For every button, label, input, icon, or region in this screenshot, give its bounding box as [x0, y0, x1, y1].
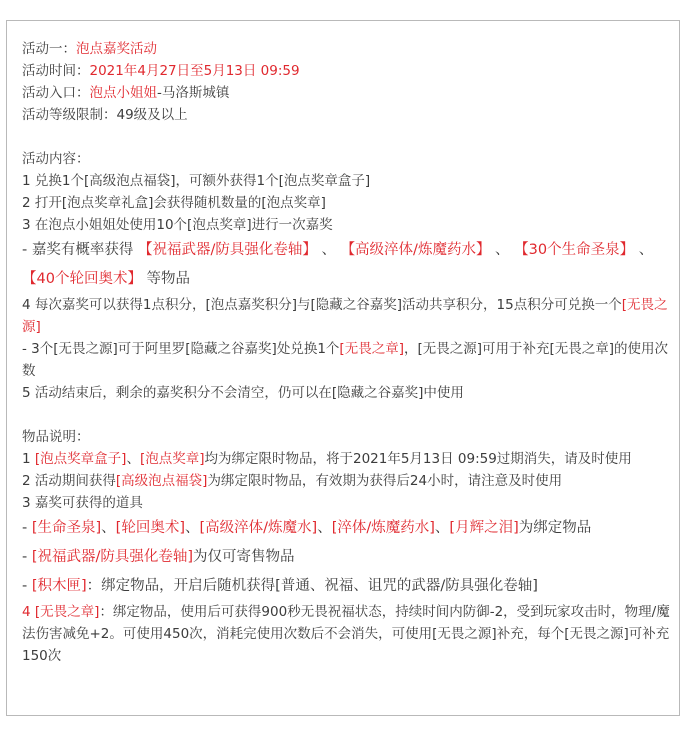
body-text: ：绑定物品，使用后可获得900秒无畏祝福状态，持续时间内防御-2，受到玩家攻击时，物理/魔法伤害减免+2。可使用450次，消耗完使用次数后不会消失，可使用[无畏之源]补充，每个[无畏之源]可补充150次: [22, 604, 670, 664]
body-text: 、: [490, 242, 515, 258]
highlight-text: [淬体/炼魔药水]: [331, 520, 435, 536]
body-text: 、: [316, 242, 341, 258]
body-text: 活动一：: [22, 41, 76, 57]
body-text: - 3个[无畏之源]可于阿里罗[隐藏之谷嘉奖]处兑换1个: [22, 341, 340, 357]
text-line: [22, 426, 670, 448]
text-line: [22, 38, 670, 60]
highlight-text: [轮回奥术]: [115, 520, 185, 536]
body-text: 2 打开[泡点奖章礼盒]会获得随机数量的[泡点奖章]: [22, 195, 326, 211]
highlight-text: [泡点奖章]: [139, 451, 205, 467]
text-line: [22, 492, 670, 514]
body-text: 等物品: [141, 271, 191, 287]
body-text: 活动时间：: [22, 63, 90, 79]
body-text: 为仅可寄售物品: [193, 549, 295, 565]
body-text: -马洛斯城镇: [157, 85, 230, 101]
body-text: 活动等级限制：49级及以上: [22, 107, 188, 123]
highlight-text: 泡点嘉奖活动: [76, 41, 157, 57]
section-gap: [22, 126, 670, 148]
text-line: [22, 214, 670, 236]
body-text: 活动入口：: [22, 85, 90, 101]
text-line: [22, 382, 670, 404]
highlight-text: [高级淬体/炼魔水]: [199, 520, 318, 536]
notice-content: [22, 38, 670, 667]
highlight-text: [泡点奖章盒子]: [34, 451, 127, 467]
body-text: 、: [101, 520, 116, 536]
body-text: 活动内容：: [22, 151, 90, 167]
text-line: [22, 104, 670, 126]
highlight-text: [祝福武器/防具强化卷轴]: [31, 549, 194, 565]
body-text: 4 每次嘉奖可以获得1点积分，[泡点嘉奖积分]与[隐藏之谷嘉奖]活动共享积分，15点积分可兑换一个: [22, 297, 622, 313]
body-text: ：绑定物品，开启后随机获得[普通、祝福、诅咒的武器/防具强化卷轴]: [86, 578, 538, 594]
body-text: -: [22, 549, 32, 565]
body-text: 1: [22, 451, 35, 467]
body-text: 、: [126, 451, 140, 467]
body-text: 为绑定物品: [518, 520, 592, 536]
body-text: 、: [434, 520, 450, 536]
text-line: [22, 82, 670, 104]
body-text: 1 兑换1个[高级泡点福袋]，可额外获得1个[泡点奖章盒子]: [22, 173, 371, 189]
body-text: - 嘉奖有概率获得: [22, 242, 138, 258]
text-line: [22, 448, 670, 470]
section-gap: [22, 404, 670, 426]
highlight-text: 4: [22, 604, 35, 620]
body-text: 2 活动期间获得: [22, 473, 116, 489]
body-text: 3 在泡点小姐姐处使用10个[泡点奖章]进行一次嘉奖: [22, 217, 333, 233]
notice-panel: [6, 20, 680, 716]
text-line: [22, 543, 670, 572]
highlight-text: 【高级淬体/炼魔药水】: [340, 242, 491, 258]
highlight-text: 【40个轮回奥术】: [22, 271, 142, 287]
text-line: [22, 514, 670, 543]
text-line: [22, 294, 670, 338]
body-text: 、: [634, 242, 654, 258]
body-text: 为绑定限时物品，有效期为获得后24小时，请注意及时使用: [207, 473, 563, 489]
highlight-text: [生命圣泉]: [31, 520, 102, 536]
highlight-text: [无畏之源]: [22, 297, 668, 335]
highlight-text: [无畏之章]: [34, 604, 100, 620]
body-text: 、: [185, 520, 200, 536]
highlight-text: 2021年4月27日至5月13日 09:59: [89, 63, 300, 79]
text-line: [22, 236, 670, 294]
body-text: 5 活动结束后，剩余的嘉奖积分不会清空，仍可以在[隐藏之谷嘉奖]中使用: [22, 385, 464, 401]
text-line: [22, 148, 670, 170]
highlight-text: 【30个生命圣泉】: [514, 242, 635, 258]
body-text: -: [22, 520, 32, 536]
text-line: [22, 572, 670, 601]
text-line: [22, 60, 670, 82]
highlight-text: 泡点小姐姐: [89, 85, 157, 101]
highlight-text: [月辉之泪]: [449, 520, 519, 536]
body-text: ，[无畏之源]可用于补充[无畏之章]的使用次数: [22, 341, 669, 379]
highlight-text: [无畏之章]: [339, 341, 404, 357]
text-line: [22, 470, 670, 492]
text-line: [22, 192, 670, 214]
highlight-text: [积木匣]: [31, 578, 87, 594]
body-text: 、: [317, 520, 332, 536]
highlight-text: [高级泡点福袋]: [115, 473, 208, 489]
text-line: [22, 170, 670, 192]
body-text: -: [22, 578, 32, 594]
text-line: [22, 601, 670, 667]
body-text: 均为绑定限时物品，将于2021年5月13日 09:59过期消失，请及时使用: [204, 451, 632, 467]
body-text: 物品说明：: [22, 429, 90, 445]
body-text: 3 嘉奖可获得的道具: [22, 495, 143, 511]
highlight-text: 【祝福武器/防具强化卷轴】: [137, 242, 317, 258]
text-line: [22, 338, 670, 382]
